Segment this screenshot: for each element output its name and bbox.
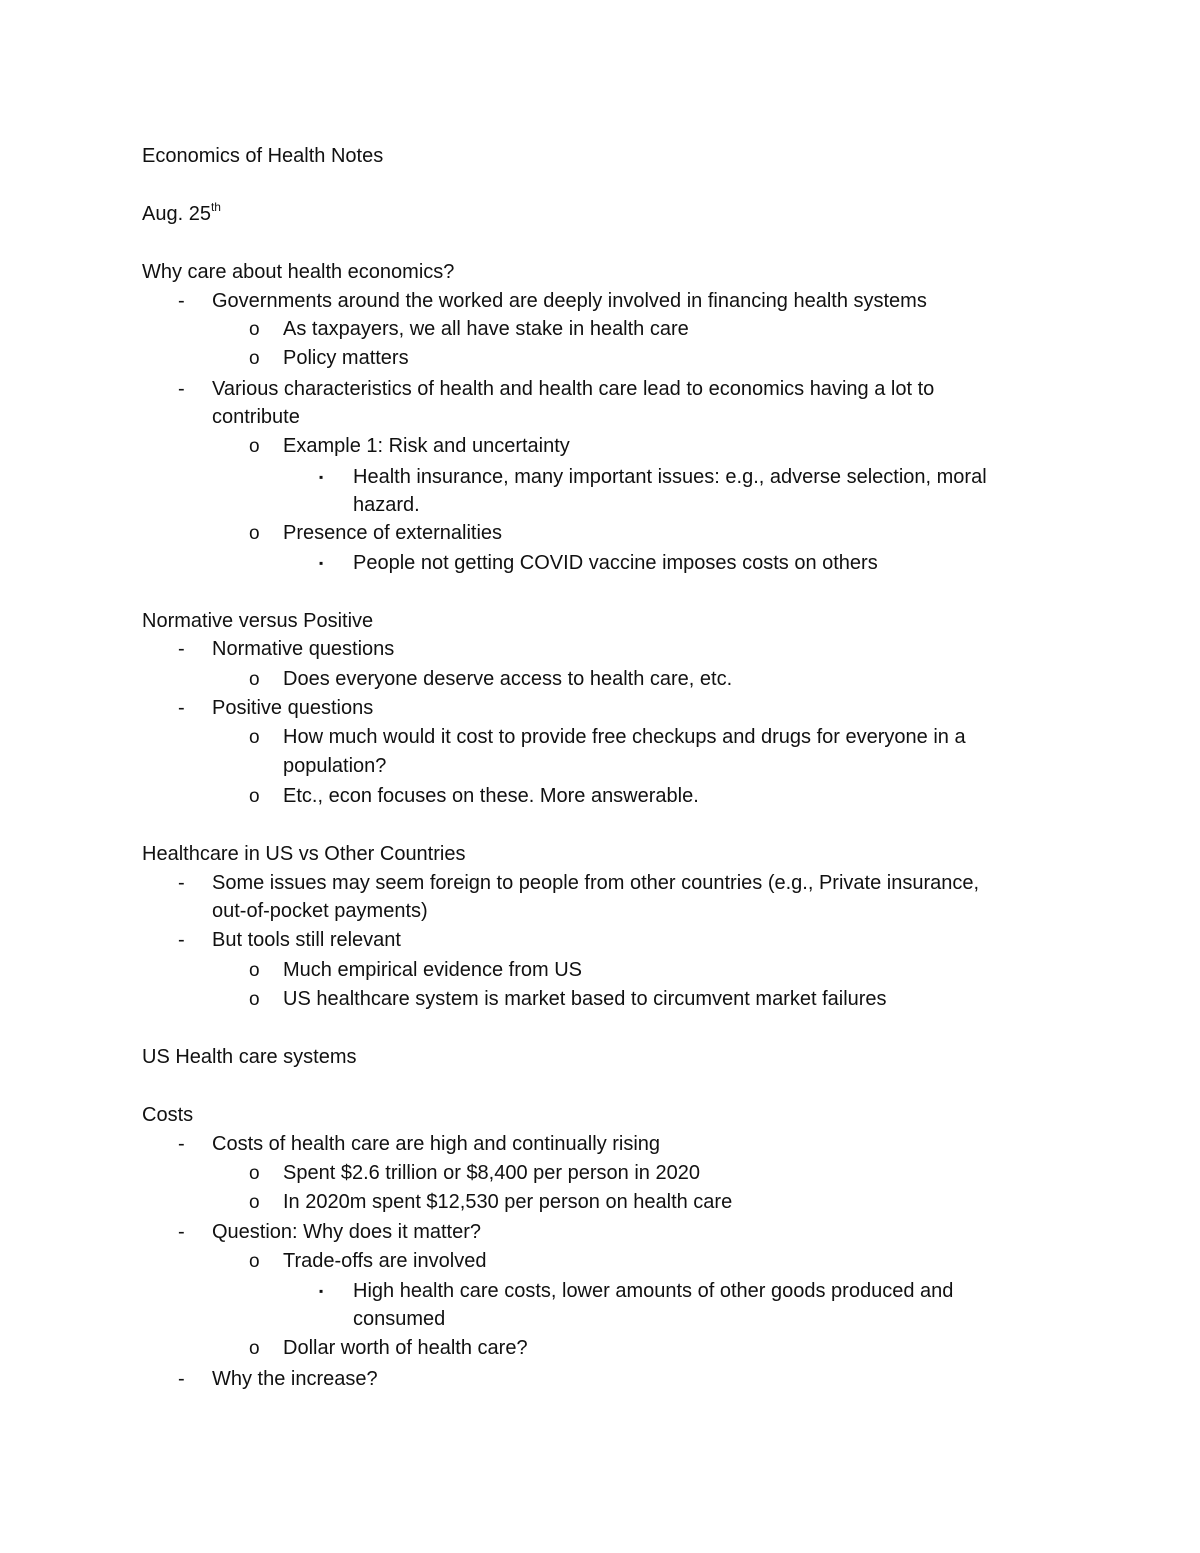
list-item: Does everyone deserve access to health care, etc. [283, 668, 733, 690]
section-heading: Healthcare in US vs Other Countries [142, 843, 466, 865]
document-date [142, 200, 221, 229]
list-item-continued: out-of-pocket payments) [212, 900, 428, 922]
section-heading: Why care about health economics? [142, 261, 455, 283]
circle-bullet: o [249, 523, 260, 544]
section-heading: Normative versus Positive [142, 610, 374, 632]
list-item: US healthcare system is market based to circumvent market failures [283, 988, 887, 1010]
dash-bullet: - [178, 872, 185, 894]
list-item: Various characteristics of health and health care lead to economics having a lot to [212, 378, 935, 400]
list-item: As taxpayers, we all have stake in health care [283, 318, 689, 340]
dash-bullet: - [178, 1368, 185, 1390]
list-item: Spent $2.6 trillion or $8,400 per person in 2020 [283, 1162, 700, 1184]
list-item: Etc., econ focuses on these. More answerable. [283, 785, 699, 807]
list-item-continued: population? [283, 755, 387, 777]
circle-bullet: o [249, 319, 260, 340]
list-item: Dollar worth of health care? [283, 1337, 528, 1359]
square-bullet: ▪ [319, 556, 324, 570]
list-item: Costs of health care are high and continually rising [212, 1133, 661, 1155]
dash-bullet: - [178, 290, 185, 312]
list-item: But tools still relevant [212, 929, 401, 951]
list-item: Much empirical evidence from US [283, 959, 582, 981]
list-item: Trade-offs are involved [283, 1250, 487, 1272]
dash-bullet: - [178, 378, 185, 400]
list-item: People not getting COVID vaccine imposes costs on others [353, 552, 878, 574]
circle-bullet: o [249, 436, 260, 457]
date-suffix: th [210, 200, 221, 214]
dash-bullet: - [178, 638, 185, 660]
list-item: Some issues may seem foreign to people from other countries (e.g., Private insurance, [212, 872, 980, 894]
list-item: Positive questions [212, 697, 374, 719]
dash-bullet: - [178, 929, 185, 951]
dash-bullet: - [178, 1133, 185, 1155]
circle-bullet: o [249, 1251, 260, 1272]
list-item: Question: Why does it matter? [212, 1221, 482, 1243]
square-bullet: ▪ [319, 470, 324, 484]
circle-bullet: o [249, 1163, 260, 1184]
list-item-continued: contribute [212, 406, 300, 428]
circle-bullet: o [249, 1338, 260, 1359]
list-item: High health care costs, lower amounts of other goods produced and [353, 1280, 954, 1302]
dash-bullet: - [178, 1221, 185, 1243]
list-item: Presence of externalities [283, 522, 503, 544]
circle-bullet: o [249, 669, 260, 690]
list-item: Example 1: Risk and uncertainty [283, 435, 570, 457]
list-item: Policy matters [283, 347, 409, 369]
circle-bullet: o [249, 960, 260, 981]
list-item-continued: hazard. [353, 494, 420, 516]
section-heading: Costs [142, 1104, 194, 1126]
square-bullet: ▪ [319, 1284, 324, 1298]
circle-bullet: o [249, 1192, 260, 1213]
circle-bullet: o [249, 989, 260, 1010]
circle-bullet: o [249, 727, 260, 748]
circle-bullet: o [249, 348, 260, 369]
list-item: Why the increase? [212, 1368, 378, 1390]
list-item: Governments around the worked are deeply involved in financing health systems [212, 290, 927, 312]
list-item: How much would it cost to provide free checkups and drugs for everyone in a [283, 726, 966, 748]
document-title: Economics of Health Notes [142, 145, 384, 167]
list-item: Normative questions [212, 638, 395, 660]
list-item: In 2020m spent $12,530 per person on health care [283, 1191, 733, 1213]
section-heading: US Health care systems [142, 1046, 357, 1068]
list-item: Health insurance, many important issues: e.g., adverse selection, moral [353, 466, 987, 488]
dash-bullet: - [178, 697, 185, 719]
circle-bullet: o [249, 786, 260, 807]
list-item-continued: consumed [353, 1308, 446, 1330]
date-text: Aug. 25 [142, 203, 211, 225]
